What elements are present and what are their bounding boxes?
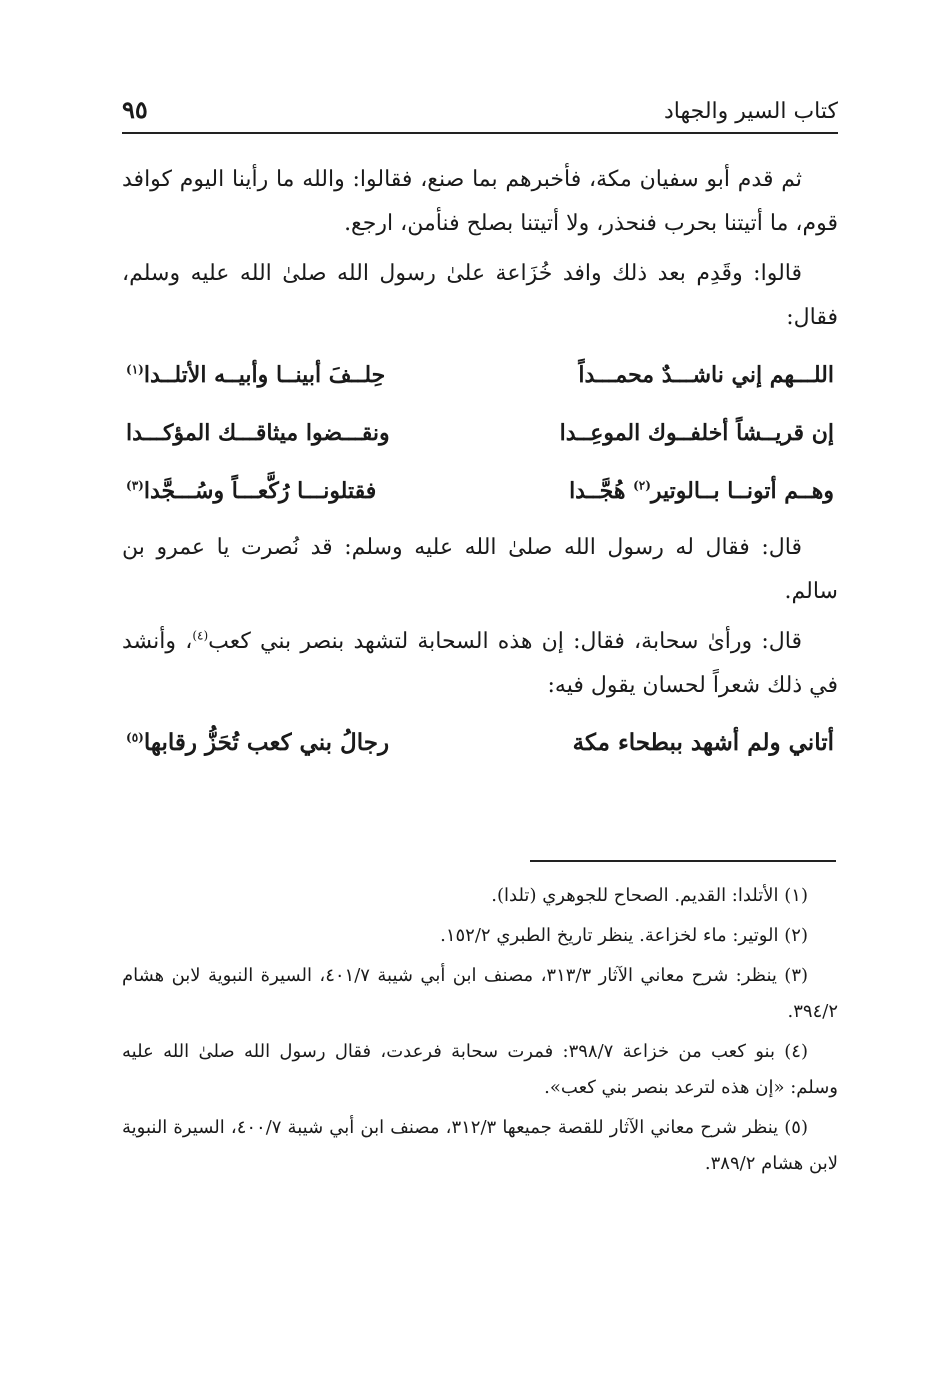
paragraph: ثم قدم أبو سفيان مكة، فأخبرهم بما صنع، فقالوا: والله ما رأينا اليوم كوافد قوم، ما أتيتنا بحرب فنحذر، ولا أتيتنا بصلح فنأمن، ارجع. — [122, 167, 838, 236]
verse-second-hemistich: ونقـــضوا ميثاقـــك المؤكـــدا — [126, 420, 390, 446]
footnote-separator — [530, 860, 836, 862]
footnote: (٥) ينظر شرح معاني الآثار للقصة جميعها ٣١٢/٣، مصنف ابن أبي شيبة ٤٠٠/٧، السيرة النبوية لابن هشام ٣٨٩/٢. — [122, 1117, 838, 1174]
verse-first-hemistich — [569, 462, 834, 520]
verse-second-hemistich — [126, 462, 376, 520]
verse-line — [126, 714, 834, 772]
footnote-marker: (١) — [126, 362, 144, 377]
paragraph-text: ، وأنشد في ذلك شعراً لحسان يقول فيه: — [122, 629, 838, 698]
paragraph: قالوا: وقَدِم بعد ذلك وافد خُزَاعة علىٰ رسول الله صلىٰ الله عليه وسلم، فقال: — [122, 261, 838, 330]
verse-first-hemistich: أتاني ولم أشهد ببطحاء مكة — [572, 729, 834, 756]
verse-line — [126, 404, 834, 462]
verse-first-hemistich: إن قريــشاً أخلفــوك الموعِــدا — [559, 420, 834, 446]
footnote-marker: (٤) — [192, 628, 209, 643]
paragraph — [122, 620, 838, 708]
verse-second-hemistich — [126, 714, 389, 772]
hemistich-text: حِلــفَ أبينــا وأبيــه الأتلــدا — [143, 362, 386, 388]
footnote: (١) الأتلدا: القديم. الصحاح للجوهري (تلدا). — [491, 885, 808, 906]
footnote-marker: (٣) — [126, 478, 144, 493]
hemistich-text: رجالُ بني كعب تُحَزُّ رقابها — [143, 729, 390, 756]
footnote-marker: (٢) — [633, 478, 651, 493]
page-number: ٩٥ — [122, 95, 148, 124]
main-text — [122, 158, 838, 772]
hemistich-text: وهــم أتونــا بــالوتير — [650, 478, 834, 504]
book-title: كتاب السير والجهاد — [663, 99, 838, 124]
verse-line — [126, 462, 834, 520]
footnote: (٢) الوتير: ماء لخزاعة. ينظر تاريخ الطبري ١٥٢/٢. — [440, 925, 808, 946]
footnote-marker: (٥) — [126, 730, 144, 745]
paragraph: قال: فقال له رسول الله صلىٰ الله عليه وسلم: قد نُصرت يا عمرو بن سالم. — [122, 535, 838, 604]
footnotes — [122, 878, 838, 1186]
running-header — [122, 86, 838, 134]
poem — [122, 346, 838, 520]
footnote: (٣) ينظر: شرح معاني الآثار ٣١٣/٣، مصنف ابن أبي شيبة ٤٠١/٧، السيرة النبوية لابن هشام ٣٩٤/٢. — [122, 965, 838, 1022]
verse-line — [126, 346, 834, 404]
paragraph-text: قال: ورأىٰ سحابة، فقال: إن هذه السحابة لتشهد بنصر بني كعب — [208, 629, 802, 654]
hemistich-text: فقتلونـــا رُكَّعـــاً وسُـــجَّدا — [143, 478, 377, 504]
verse-first-hemistich: اللـــهم إني ناشـــدٌ محمـــداً — [578, 362, 834, 388]
hemistich-text: هُجَّــدا — [569, 478, 634, 504]
verse-second-hemistich — [126, 346, 385, 404]
footnote: (٤) بنو كعب من خزاعة ٣٩٨/٧: فمرت سحابة فرعدت، فقال رسول الله صلىٰ الله عليه وسلم: «إن هذه لترعد بنصر بني كعب». — [122, 1041, 838, 1098]
